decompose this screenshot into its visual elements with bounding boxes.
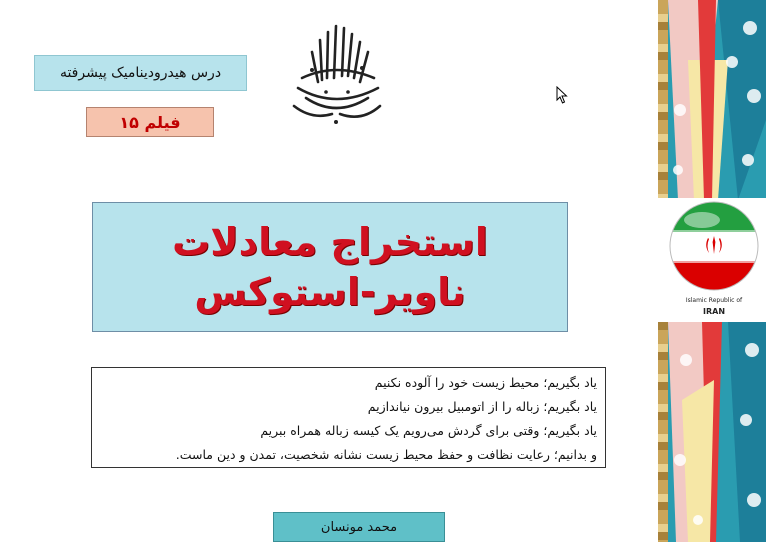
main-title-box bbox=[92, 202, 568, 332]
flag-caption-bottom: IRAN bbox=[702, 307, 726, 316]
environment-notes bbox=[91, 367, 606, 468]
note-line: یاد بگیریم؛ وقتی برای گردش می‌رویم یک کیسه زباله همراه ببریم bbox=[260, 423, 597, 438]
flag-caption-top: Islamic Republic of bbox=[685, 297, 743, 304]
iran-flag-badge bbox=[658, 198, 766, 322]
course-title: درس هیدرودینامیک پیشرفته bbox=[59, 65, 222, 81]
basmala-calligraphy-icon bbox=[282, 18, 390, 128]
course-title-box bbox=[34, 55, 247, 91]
note-line: یاد بگیریم؛ زباله را از اتومبیل بیرون نیاندازیم bbox=[367, 399, 597, 414]
iran-flag-icon bbox=[658, 198, 766, 322]
note-line: و بدانیم؛ رعایت نظافت و حفظ محیط زیست نشانه شخصیت، تمدن و دین ماست. bbox=[175, 447, 597, 462]
author-box bbox=[273, 512, 445, 542]
mouse-cursor-icon bbox=[556, 86, 568, 104]
main-title-line-1: استخراج معادلات bbox=[172, 220, 488, 264]
note-line: یاد بگیریم؛ محیط زیست خود را آلوده نکنیم bbox=[374, 375, 597, 390]
film-number: فیلم ۱۵ bbox=[119, 112, 181, 132]
author-name: محمد مونسان bbox=[320, 519, 398, 535]
main-title-line-2: ناویر-استوکس bbox=[194, 270, 466, 314]
film-number-box bbox=[86, 107, 214, 137]
